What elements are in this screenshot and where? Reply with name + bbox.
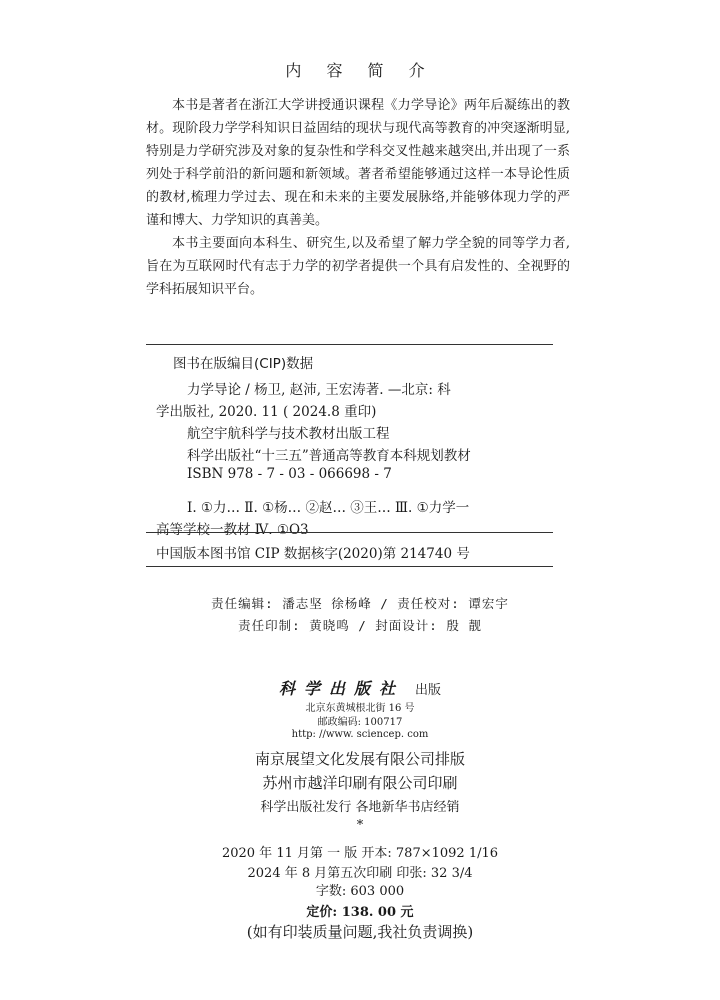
printer: 苏州市越洋印刷有限公司印刷 bbox=[262, 774, 458, 792]
distribution: 科学出版社发行 各地新华书店经销 bbox=[260, 800, 460, 815]
summary-paragraph-2: 本书主要面向本科生、研究生,以及希望了解力学全貌的同等学力者,旨在为互联网时代有志于力学的初学者提供一个具有启发性的、全视野的学科拓展知识平台。 bbox=[146, 236, 570, 297]
cip-subject-line-2: 高等学校一教材 Ⅳ. ①O3 bbox=[156, 522, 309, 538]
cip-entry-line-1: 力学导论 / 杨卫, 赵沛, 王宏涛著. —北京: 科 bbox=[187, 382, 451, 398]
cip-series-2: 科学出版社“十三五”普通高等教育本科规划教材 bbox=[187, 448, 471, 464]
word-count: 字数: 603 000 bbox=[315, 884, 405, 899]
summary-paragraph-1: 本书是著者在浙江大学讲授通识课程《力学导论》两年后凝练出的教材。现阶段力学学科知识日益固结的现状与现代高等教育的冲突逐渐明显,特别是力学研究涉及对象的复杂性和学科交叉性越来越突出,并出现了一系列处于科学前沿的新问题和新领域。著者希望能够通过这样一本导论性质的教材,梳理力学过去、现在和未来的主要发展脉络,并能够体现力学的严谨和博大、力学知识的真善美。 bbox=[146, 98, 570, 228]
publisher-postcode: 邮政编码: 100717 bbox=[317, 717, 403, 728]
separator-star: * bbox=[356, 818, 364, 833]
page-title: 内 容 简 介 bbox=[285, 61, 435, 80]
cip-heading: 图书在版编目(CIP)数据 bbox=[173, 356, 314, 372]
edition-info: 2020 年 11 月第 一 版 开本: 787×1092 1/16 bbox=[221, 846, 499, 861]
cip-isbn: ISBN 978 - 7 - 03 - 066698 - 7 bbox=[187, 466, 392, 482]
publisher-role: 出版 bbox=[415, 683, 442, 698]
printing-info: 2024 年 8 月第五次印刷 印张: 32 3/4 bbox=[247, 866, 473, 881]
divider-bottom bbox=[146, 566, 553, 567]
divider-middle bbox=[146, 532, 553, 533]
cip-library-number: 中国版本图书馆 CIP 数据核字(2020)第 214740 号 bbox=[156, 546, 470, 562]
content-summary bbox=[146, 94, 570, 301]
quality-note: (如有印装质量问题,我社负责调换) bbox=[246, 923, 474, 941]
divider-top bbox=[146, 344, 553, 345]
publisher-name: 科学出版社 bbox=[278, 679, 404, 698]
staff-line-1: 责任编辑: 潘志坚 徐杨峰 / 责任校对: 谭宏宇 bbox=[211, 596, 509, 611]
price: 定价: 138. 00 元 bbox=[306, 905, 414, 920]
publisher-line bbox=[0, 676, 720, 699]
publisher-address: 北京东黄城根北街 16 号 bbox=[305, 703, 415, 714]
publisher-website: http: //www. sciencep. com bbox=[291, 729, 429, 740]
typesetter: 南京展望文化发展有限公司排版 bbox=[254, 750, 465, 768]
cip-subject-line-1: Ⅰ. ①力… Ⅱ. ①杨… ②赵… ③王… Ⅲ. ①力学一 bbox=[187, 500, 470, 516]
cip-series-1: 航空宇航科学与技术教材出版工程 bbox=[187, 426, 390, 442]
cip-entry-line-2: 学出版社, 2020. 11 ( 2024.8 重印) bbox=[156, 404, 377, 420]
staff-line-2: 责任印制: 黄晓鸣 / 封面设计: 殷 靓 bbox=[238, 618, 482, 633]
